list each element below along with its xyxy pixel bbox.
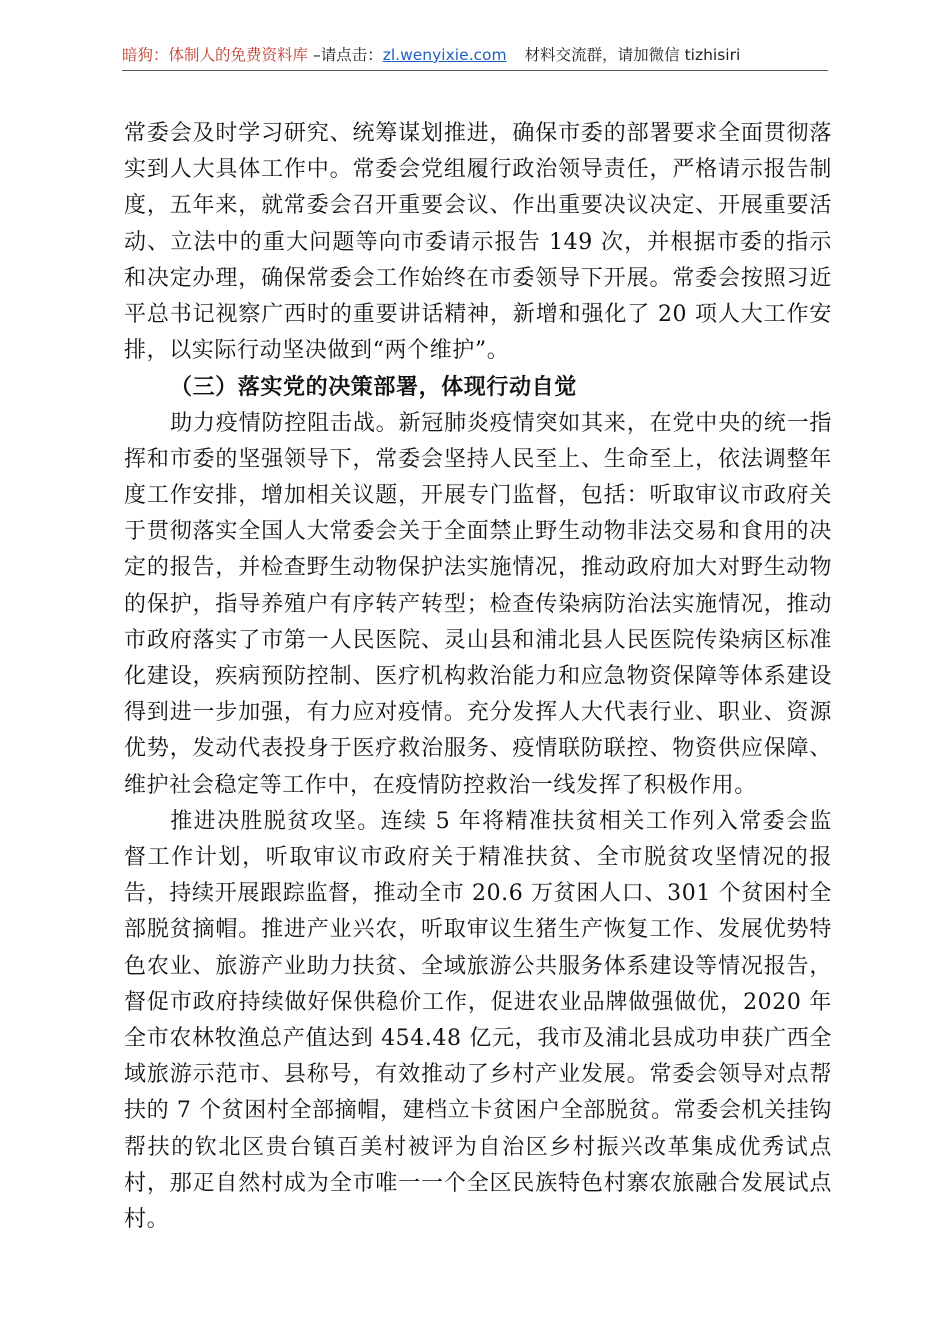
header-prompt: –请点击： [308,46,383,64]
section-heading: （三）落实党的决策部署，体现行动自觉 [170,374,577,401]
paragraph-poverty: 推进决胜脱贫攻坚。连续 5 年将精准扶贫相关工作列入常委会监督工作计划，听取审议市政府关于精准扶贫、全市脱贫攻坚情况的报告，持续开展跟踪监督，推动全市 20.6 万贫困人口、301 个贫困村全部脱贫摘帽。推进产业兴农，听取审议生猪生产恢复工作、发展优势特色农业、旅游产业助力扶贫、全域旅游公共服务体系建设等情况报告，督促市政府持续做好保供稳价工作，促进农业品牌做强做优，2020 年全市农林牧渔总产值达到 454.48 亿元，我市及浦北县成功申获广西全域旅游示范市、县称号，有效推动了乡村产业发展。常委会领导对点帮扶的 7 个贫困村全部摘帽，建档立卡贫困户全部脱贫。常委会机关挂钩帮扶的钦北区贵台镇百美村被评为自治区乡村振兴改革集成优秀试点村，那疋自然村成为全市唯一一个全区民族特色村寨农旅融合发展试点村。 [124,808,832,1233]
document-body [124,116,832,1238]
header-divider [122,70,828,71]
header-link[interactable]: zl.wenyixie.com [382,46,507,64]
page-header [122,40,828,70]
header-contact: 材料交流群，请加微信 tizhisiri [524,46,741,64]
paragraph-continued: 常委会及时学习研究、统筹谋划推进，确保市委的部署要求全面贯彻落实到人大具体工作中。常委会党组履行政治领导责任，严格请示报告制度，五年来，就常委会召开重要会议、作出重要决议决定、开展重要活动、立法中的重大问题等向市委请示报告 149 次，并根据市委的指示和决定办理，确保常委会工作始终在市委领导下开展。常委会按照习近平总书记视察广西时的重要讲话精神，新增和强化了 20 项人大工作安排，以实际行动坚决做到“两个维护”。 [124,121,832,364]
paragraph-epidemic: 助力疫情防控阻击战。新冠肺炎疫情突如其来，在党中央的统一指挥和市委的坚强领导下，常委会坚持人民至上、生命至上，依法调整年度工作安排，增加相关议题，开展专门监督，包括：听取审议市政府关于贯彻落实全国人大常委会关于全面禁止野生动物非法交易和食用的决定的报告，并检查野生动物保护法实施情况，推动政府加大对野生动物的保护，指导养殖户有序转产转型；检查传染病防治法实施情况，推动市政府落实了市第一人民医院、灵山县和浦北县人民医院传染病区标准化建设，疾病预防控制、医疗机构救治能力和应急物资保障等体系建设得到进一步加强，有力应对疫情。充分发挥人大代表行业、职业、资源优势，发动代表投身于医疗救治服务、疫情联防联控、物资供应保障、维护社会稳定等工作中，在疫情防控救治一线发挥了积极作用。 [124,410,832,798]
header-brand: 暗狗：体制人的免费资料库 [122,46,309,64]
